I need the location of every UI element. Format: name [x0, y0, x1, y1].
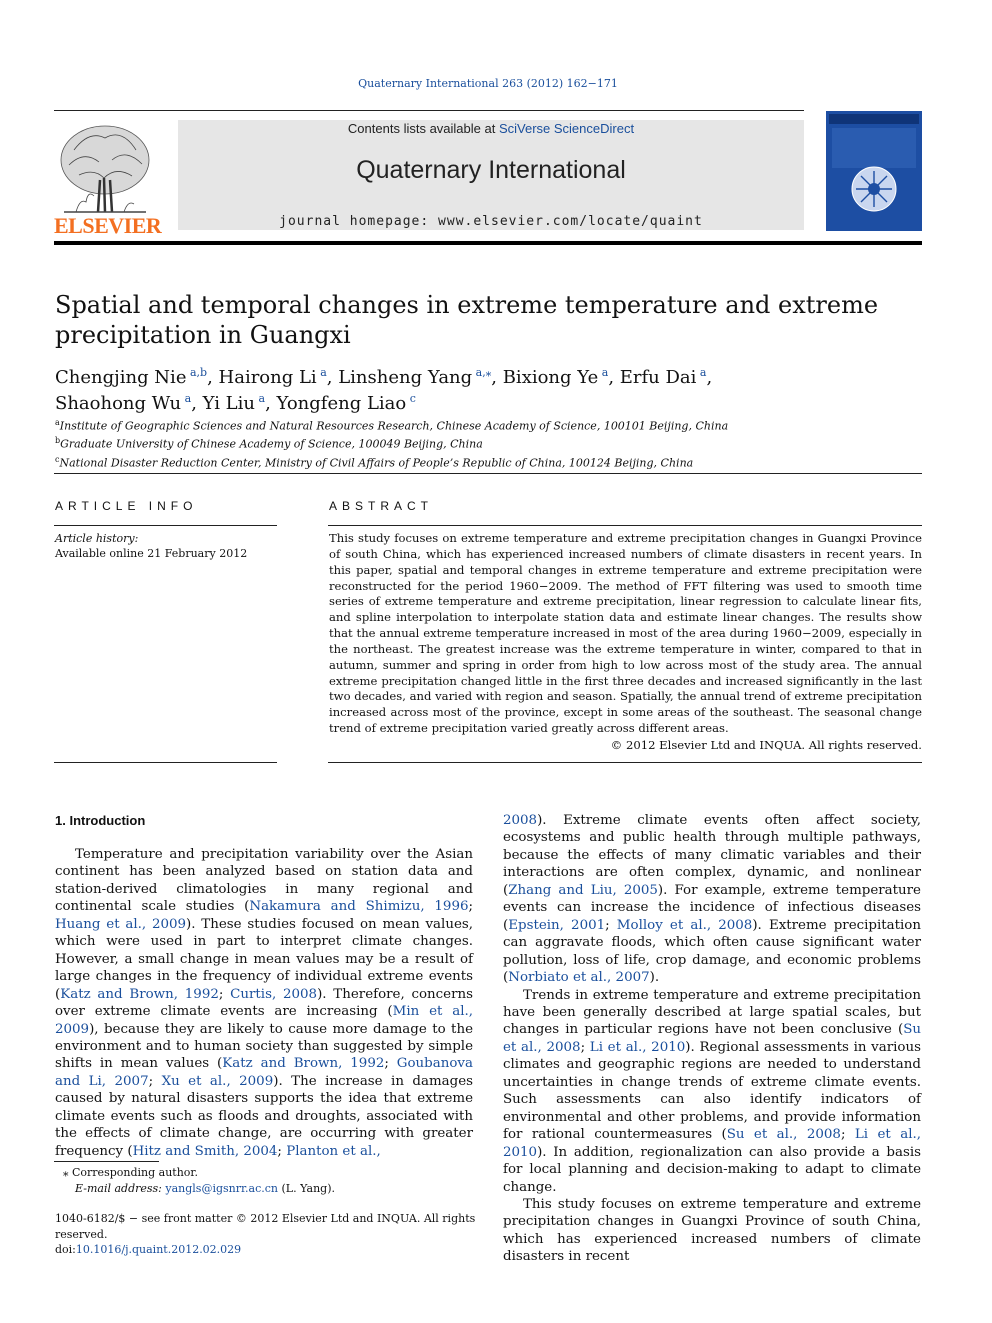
reference-link[interactable]: Li et al., 2010	[589, 1039, 686, 1055]
reference-link[interactable]: Huang et al., 2009	[55, 916, 187, 932]
reference-link[interactable]: Li et al., 2010	[503, 1127, 921, 1160]
corresponding-label: Corresponding author.	[72, 1166, 198, 1179]
author-name[interactable]: Linsheng Yang	[338, 367, 473, 388]
doi-label: doi:	[55, 1243, 76, 1256]
affiliation-key: c	[55, 454, 60, 464]
author-name[interactable]: Erfu Dai	[619, 367, 697, 388]
reference-link[interactable]: Epstein, 2001	[508, 917, 606, 933]
intro-paragraph-1: Temperature and precipitation variability over the Asian continent has been analyzed based on station data and station-derived climatologies in many regional and continental scale studies (Nakamura and Shimizu, 1996; Huang et al., 2009). These studies focused on mean values, which were used in part to interpret climate changes. However, a small change in mean values may be a result of large changes in the frequency of individual extreme events (Katz and Brown, 1992; Curtis, 2008). Therefore, concerns over extreme climate events are increasing (Min et al., 2009), because they are likely to cause more damage to the environment and to human society than suggested by simple shifts in mean values (Katz and Brown, 1992; Goubanova and Li, 2007; Xu et al., 2009). The increase in damages caused by natural disasters supports the idea that extreme climate events such as floods and droughts, associated with the effects of climate change, are occurring with greater frequency (Hitz and Smith, 2004; Planton et al.,	[55, 847, 474, 1159]
reference-link[interactable]: Curtis, 2008	[230, 986, 318, 1002]
header-thick-rule	[54, 241, 922, 245]
journal-title: Quaternary International	[356, 156, 626, 184]
corresponding-author-note	[63, 1165, 473, 1181]
abstract-heading: ABSTRACT	[329, 499, 434, 513]
reference-link[interactable]: Molloy et al., 2008	[616, 917, 753, 933]
abstract-bottom-rule	[328, 762, 922, 763]
author-name[interactable]: Yi Liu	[202, 393, 255, 414]
reference-link[interactable]: Xu et al., 2009	[161, 1073, 274, 1089]
article-info-heading: ARTICLE INFO	[55, 499, 198, 513]
author-name[interactable]: Chengjing Nie	[55, 367, 187, 388]
reference-link[interactable]: Goubanova and Li, 2007	[55, 1056, 473, 1089]
elsevier-wordmark: ELSEVIER	[54, 213, 162, 238]
doi-line	[55, 1242, 495, 1258]
author-name[interactable]: Bixiong Ye	[502, 367, 599, 388]
left-column	[55, 846, 473, 1160]
article-history	[55, 531, 277, 561]
available-online: Available online 21 February 2012	[55, 547, 248, 560]
abstract-text: This study focuses on extreme temperature and extreme precipitation changes in Guangxi Province of south China, which has experienced increased numbers of climate disasters in recent years. In this paper, spatial and temporal changes in extreme temperature and extreme precipitation were reconstructed for the period 1960−2009. The method of FFT filtering was used to smooth time series of extreme temperature and extreme precipitation, linear regression to calculate linear fits, and spline interpolation to interpolate station data and estimate linear changes. The results show that the annual extreme temperature increased in most of the area during 1960−2009, especially in the northeast. The greatest increase was the extreme temperature in winter, compared to that in autumn, summer and spring in order from high to low across most of the study area. The annual extreme precipitation changed little in the first three decades and increased significantly in the last two decades, and varied with region and season. Spatially, the annual trend of extreme precipitation increased across most of the province, except in some areas of the southeast. The seasonal change trend of extreme precipitation varied greatly across different areas.	[329, 531, 922, 736]
affiliation: $^b$Graduate University of Chinese Academy of Science, 100049 Beijing, China	[55, 436, 483, 451]
affiliation-rule	[54, 473, 922, 474]
email-label: E-mail address:	[75, 1181, 162, 1195]
article-info-rule	[54, 525, 277, 526]
footnote-rule	[54, 1161, 159, 1162]
reference-link[interactable]: Norbiato et al., 2007	[508, 970, 650, 986]
section-heading-introduction: 1. Introduction	[55, 813, 146, 828]
email-suffix: (L. Yang).	[281, 1181, 335, 1195]
history-label: Article history:	[55, 532, 139, 545]
author-affiliation-mark[interactable]: a	[598, 366, 609, 379]
affiliation: $^a$Institute of Geographic Sciences and Natural Resources Research, Chinese Academy of Science, 100101 Beijing, China	[55, 418, 729, 433]
sciencedirect-link[interactable]: SciVerse ScienceDirect	[498, 121, 635, 136]
email-link[interactable]: yangls@igsnrr.ac.cn	[165, 1181, 279, 1195]
reference-link[interactable]: Katz and Brown, 1992	[60, 986, 219, 1002]
author-affiliation-mark[interactable]: a,b	[186, 366, 208, 379]
author-name[interactable]: Hairong Li	[218, 367, 317, 388]
contents-prefix: Contents lists available at	[347, 121, 499, 136]
contents-line	[178, 121, 804, 136]
abstract-rule	[328, 525, 922, 526]
reference-link[interactable]: 2008	[503, 813, 538, 828]
author-name[interactable]: Shaohong Wu	[55, 393, 182, 414]
article-info-bottom-rule	[54, 762, 277, 763]
reference-link[interactable]: Su et al., 2008	[726, 1127, 841, 1143]
footnote-mark: ⁎	[63, 1166, 69, 1179]
author-affiliation-mark[interactable]: a	[255, 392, 266, 405]
affiliation: $^c$National Disaster Reduction Center, Ministry of Civil Affairs of People’s Republic of China, 100124 Beijing, China	[55, 454, 694, 470]
author-name[interactable]: Yongfeng Liao	[276, 393, 407, 414]
affiliation-list	[55, 416, 915, 471]
footnote	[63, 1165, 473, 1196]
doi-link[interactable]: 10.1016/j.quaint.2012.02.029	[75, 1243, 242, 1256]
reference-link[interactable]: Nakamura and Shimizu, 1996	[249, 899, 469, 915]
reference-link[interactable]: Planton et al.,	[286, 1143, 381, 1159]
reference-link[interactable]: Hitz and Smith, 2004	[132, 1143, 278, 1159]
intro-paragraph-3: This study focuses on extreme temperature and extreme precipitation changes in Guangxi Province of south China, which has experienced increased numbers of climate disasters in recent	[503, 1196, 921, 1265]
author-affiliation-mark[interactable]: a,⁎	[472, 366, 492, 379]
affiliation-key: b	[55, 436, 61, 446]
issn-line: 1040-6182/$ − see front matter © 2012 Elsevier Ltd and INQUA. All rights reserved.	[55, 1212, 476, 1241]
author-list: Chengjing Nie $^{a,b}$, Hairong Li $^a$, Linsheng Yang $^{a,⁎}$, Bixiong Ye $^a$, Erfu Dai $^a$, Shaohong Wu $^a$, Yi Liu $^a$, Yongfeng Liao $^c$	[55, 366, 713, 414]
journal-homepage[interactable]: journal homepage: www.elsevier.com/locate/quaint	[279, 214, 703, 229]
reference-link[interactable]: Zhang and Liu, 2005	[508, 882, 658, 898]
affiliation-key: a	[55, 418, 60, 427]
header-rule	[54, 110, 804, 111]
reference-link[interactable]: Min et al., 2009	[55, 1004, 473, 1037]
article-title: Spatial and temporal changes in extreme temperature and extreme precipitation in Guangxi	[55, 291, 879, 349]
author-affiliation-mark[interactable]: c	[406, 392, 416, 405]
journal-cover-image-icon[interactable]	[826, 111, 922, 231]
intro-paragraph-2: Trends in extreme temperature and extreme precipitation have been generally described at large spatial scales, but changes in particular regions have not been conclusive (Su et al., 2008; Li et al., 2010). Regional assessments in various climates and geographic regions are needed to understand uncertainties in change trends of extreme climate events. Such assessments can also identify indicators of environmental and other problems, and provide information for rational countermeasures (Su et al., 2008; Li et al., 2010). In addition, regionalization can also provide a basis for local planning and decision-making to adapt to climate change.	[503, 987, 921, 1195]
right-column	[503, 812, 921, 1266]
front-matter	[55, 1211, 495, 1258]
author-affiliation-mark[interactable]: a	[181, 392, 192, 405]
reference-link[interactable]: Su et al., 2008	[503, 1022, 921, 1055]
abstract-copyright: © 2012 Elsevier Ltd and INQUA. All rights reserved.	[610, 738, 922, 752]
author-affiliation-mark[interactable]: a	[316, 366, 327, 379]
intro-paragraph-1-continued: 2008). Extreme climate events often affect society, ecosystems and public health through multiple pathways, because the effects of many climatic variables and their interactions are often complex, dynamic, and nonlinear (Zhang and Liu, 2005). For example, extreme temperature events can increase the incidence of infectious diseases (Epstein, 2001; Molloy et al., 2008). Extreme precipitation can aggravate floods, which often cause significant water pollution, loss of life, crop damage, and economic problems (Norbiato et al., 2007).	[503, 813, 921, 986]
reference-link[interactable]: Katz and Brown, 1992	[222, 1056, 385, 1072]
email-line	[63, 1181, 473, 1197]
journal-citation[interactable]: Quaternary International 263 (2012) 162−171	[358, 77, 618, 90]
author-affiliation-mark[interactable]: a	[696, 366, 707, 379]
